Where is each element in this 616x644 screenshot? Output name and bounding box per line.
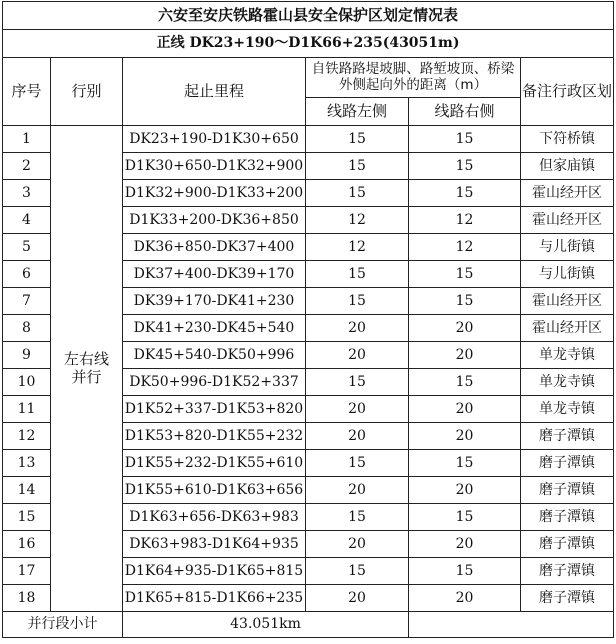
row-seq: 12	[3, 423, 51, 450]
row-seq: 11	[3, 396, 51, 423]
row-seq: 5	[3, 234, 51, 261]
header-mileage: 起止里程	[123, 58, 306, 126]
row-district: 磨子潭镇	[521, 585, 614, 612]
row-right-distance: 20	[409, 477, 521, 504]
row-left-distance: 15	[306, 369, 409, 396]
row-mileage: DK41+230-DK45+540	[123, 315, 306, 342]
row-left-distance: 20	[306, 477, 409, 504]
row-right-distance: 15	[409, 558, 521, 585]
row-right-distance: 20	[409, 342, 521, 369]
row-mileage: D1K55+232-D1K55+610	[123, 450, 306, 477]
track-type	[51, 126, 123, 612]
row-mileage: D1K33+200-DK36+850	[123, 207, 306, 234]
header-seq: 序号	[3, 58, 51, 126]
row-left-distance: 20	[306, 423, 409, 450]
row-mileage: DK39+170-DK41+230	[123, 288, 306, 315]
row-district: 与儿街镇	[521, 234, 614, 261]
row-right-distance: 15	[409, 288, 521, 315]
row-left-distance: 12	[306, 234, 409, 261]
row-right-distance: 20	[409, 423, 521, 450]
row-seq: 2	[3, 153, 51, 180]
row-mileage: DK37+400-DK39+170	[123, 261, 306, 288]
row-mileage: D1K64+935-D1K65+815	[123, 558, 306, 585]
row-right-distance: 15	[409, 126, 521, 153]
row-left-distance: 15	[306, 126, 409, 153]
row-mileage: D1K63+656-DK63+983	[123, 504, 306, 531]
row-left-distance: 20	[306, 315, 409, 342]
row-left-distance: 15	[306, 504, 409, 531]
table-subtitle: 正线 DK23+190～D1K66+235(43051m)	[3, 30, 614, 58]
header-right-side: 线路右侧	[409, 98, 521, 126]
row-right-distance: 20	[409, 315, 521, 342]
row-mileage: DK36+850-DK37+400	[123, 234, 306, 261]
row-district: 霍山经开区	[521, 207, 614, 234]
row-right-distance: 15	[409, 450, 521, 477]
row-right-distance: 12	[409, 234, 521, 261]
row-district: 霍山经开区	[521, 288, 614, 315]
table-row	[3, 126, 614, 153]
header-track: 行别	[51, 58, 123, 126]
row-right-distance: 15	[409, 504, 521, 531]
row-mileage: DK23+190-D1K30+650	[123, 126, 306, 153]
row-district: 单龙寺镇	[521, 369, 614, 396]
header-left-side: 线路左侧	[306, 98, 409, 126]
subtotal-label: 并行段小计	[3, 612, 123, 638]
row-district: 单龙寺镇	[521, 342, 614, 369]
row-mileage: DK45+540-DK50+996	[123, 342, 306, 369]
row-left-distance: 15	[306, 261, 409, 288]
row-district: 霍山经开区	[521, 180, 614, 207]
row-district: 单龙寺镇	[521, 396, 614, 423]
row-seq: 1	[3, 126, 51, 153]
subtotal-row	[3, 612, 614, 638]
row-seq: 15	[3, 504, 51, 531]
row-district: 磨子潭镇	[521, 477, 614, 504]
row-right-distance: 15	[409, 180, 521, 207]
subtotal-value: 43.051km	[123, 612, 409, 638]
row-left-distance: 15	[306, 153, 409, 180]
row-left-distance: 15	[306, 450, 409, 477]
row-left-distance: 15	[306, 288, 409, 315]
row-district: 磨子潭镇	[521, 450, 614, 477]
row-left-distance: 20	[306, 585, 409, 612]
row-right-distance: 20	[409, 585, 521, 612]
table-title: 六安至安庆铁路霍山县安全保护区划定情况表	[3, 2, 614, 30]
row-mileage: D1K30+650-D1K32+900	[123, 153, 306, 180]
header-row-1	[3, 58, 614, 98]
row-left-distance: 20	[306, 396, 409, 423]
row-district: 但家庙镇	[521, 153, 614, 180]
header-remark: 备注行政区划	[521, 58, 614, 126]
row-seq: 10	[3, 369, 51, 396]
row-left-distance: 15	[306, 180, 409, 207]
row-right-distance: 20	[409, 396, 521, 423]
row-mileage: D1K53+820-D1K55+232	[123, 423, 306, 450]
row-mileage: D1K32+900-D1K33+200	[123, 180, 306, 207]
row-district: 磨子潭镇	[521, 558, 614, 585]
row-mileage: DK63+983-D1K64+935	[123, 531, 306, 558]
row-left-distance: 20	[306, 342, 409, 369]
row-district: 磨子潭镇	[521, 504, 614, 531]
row-seq: 7	[3, 288, 51, 315]
row-district: 霍山经开区	[521, 315, 614, 342]
row-left-distance: 20	[306, 531, 409, 558]
row-district: 下符桥镇	[521, 126, 614, 153]
row-mileage: DK50+996-D1K52+337	[123, 369, 306, 396]
row-right-distance: 15	[409, 261, 521, 288]
row-right-distance: 15	[409, 369, 521, 396]
subtotal-blank	[409, 612, 614, 638]
row-right-distance: 12	[409, 207, 521, 234]
row-district: 磨子潭镇	[521, 423, 614, 450]
row-mileage: D1K52+337-D1K53+820	[123, 396, 306, 423]
track-type-label: 左右线并行	[63, 350, 109, 386]
row-district: 磨子潭镇	[521, 531, 614, 558]
row-mileage: D1K65+815-D1K66+235	[123, 585, 306, 612]
row-seq: 18	[3, 585, 51, 612]
row-seq: 6	[3, 261, 51, 288]
row-seq: 14	[3, 477, 51, 504]
row-seq: 13	[3, 450, 51, 477]
row-seq: 3	[3, 180, 51, 207]
title-row	[3, 2, 614, 30]
row-seq: 8	[3, 315, 51, 342]
row-seq: 16	[3, 531, 51, 558]
row-district: 与儿街镇	[521, 261, 614, 288]
row-right-distance: 15	[409, 153, 521, 180]
row-right-distance: 20	[409, 531, 521, 558]
row-left-distance: 15	[306, 558, 409, 585]
subtitle-row	[3, 30, 614, 58]
row-seq: 9	[3, 342, 51, 369]
row-left-distance: 12	[306, 207, 409, 234]
row-mileage: D1K55+610-D1K63+656	[123, 477, 306, 504]
header-distance: 自铁路路堤坡脚、路堑坡顶、桥梁外侧起向外的距离（m）	[306, 58, 521, 98]
row-seq: 4	[3, 207, 51, 234]
protection-zone-table	[2, 1, 614, 638]
row-seq: 17	[3, 558, 51, 585]
